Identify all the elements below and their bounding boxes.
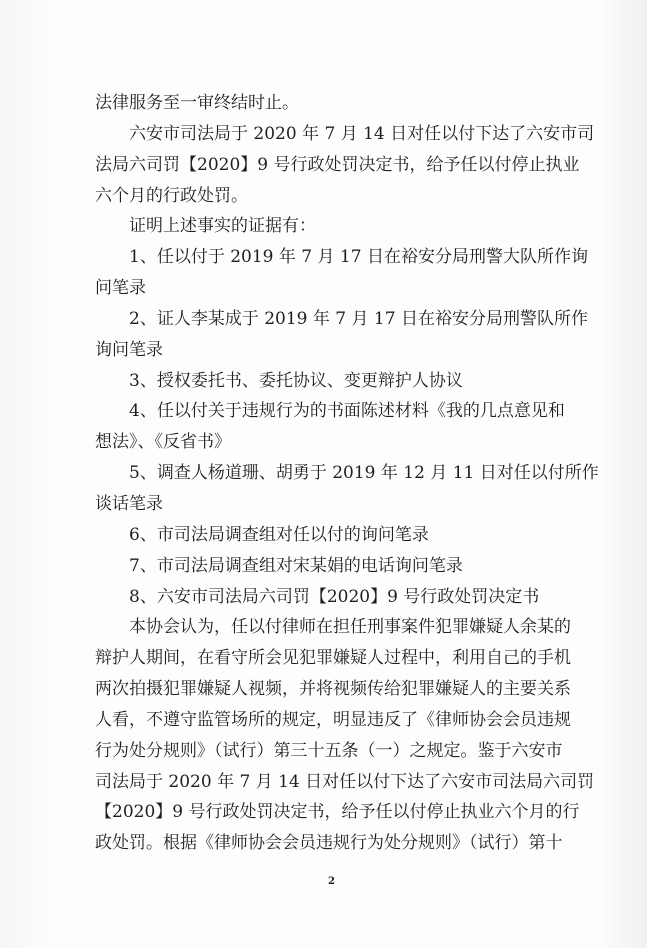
text-line: 法局六司罚【2020】9 号行政处罚决定书，给予任以付停止执业: [95, 154, 580, 175]
evidence-item: 2、证人李某成于 2019 年 7 月 17 日在裕安分局刑警队所作: [129, 308, 588, 329]
text-line: 问笔录: [95, 278, 146, 299]
text-line: 想法》、《反省书》: [95, 432, 231, 453]
text-line: 本协会认为，任以付律师在担任刑事案件犯罪嫌疑人余某的: [129, 617, 571, 638]
text-line: 两次拍摄犯罪嫌疑人视频，并将视频传给犯罪嫌疑人的主要关系: [95, 679, 571, 700]
text-line: 法律服务至一审终结时止。: [95, 93, 299, 113]
text-line: 六安市司法局于 2020 年 7 月 14 日对任以付下达了六安市司: [129, 123, 595, 144]
evidence-item: 5、调查人杨道珊、胡勇于 2019 年 12 月 11 日对任以付所作: [129, 463, 599, 484]
evidence-item: 4、任以付关于违规行为的书面陈述材料《我的几点意见和: [129, 401, 565, 422]
evidence-item: 6、市司法局调查组对任以付的询问笔录: [129, 524, 429, 545]
text-line: 政处罚。根据《律师协会会员违规行为处分规则》（试行）第十: [95, 833, 563, 854]
document-body: [95, 88, 599, 859]
evidence-item: 8、六安市司法局六司罚【2020】9 号行政处罚决定书: [129, 586, 540, 607]
text-line: 行为处分规则》（试行）第三十五条（一）之规定。鉴于六安市: [95, 740, 563, 761]
text-line: 证明上述事实的证据有：: [129, 216, 316, 237]
text-line: 【2020】9 号行政处罚决定书，给予任以付停止执业六个月的行: [95, 802, 580, 823]
page-number: 2: [328, 876, 335, 887]
text-line: 辩护人期间，在看守所会见犯罪嫌疑人过程中，利用自己的手机: [95, 648, 571, 669]
text-line: 询问笔录: [95, 339, 163, 360]
text-line: 谈话笔录: [95, 493, 163, 514]
evidence-item: 3、授权委托书、委托协议、变更辩护人协议: [129, 370, 463, 391]
text-line: 六个月的行政处罚。: [95, 185, 248, 206]
text-line: 司法局于 2020 年 7 月 14 日对任以付下达了六安市司法局六司罚: [95, 771, 595, 792]
evidence-item: 7、市司法局调查组对宋某娟的电话询问笔录: [129, 555, 463, 576]
text-line: 人看，不遵守监管场所的规定，明显违反了《律师协会会员违规: [95, 709, 571, 730]
evidence-item: 1、任以付于 2019 年 7 月 17 日在裕安分局刑警大队所作询: [129, 247, 588, 268]
